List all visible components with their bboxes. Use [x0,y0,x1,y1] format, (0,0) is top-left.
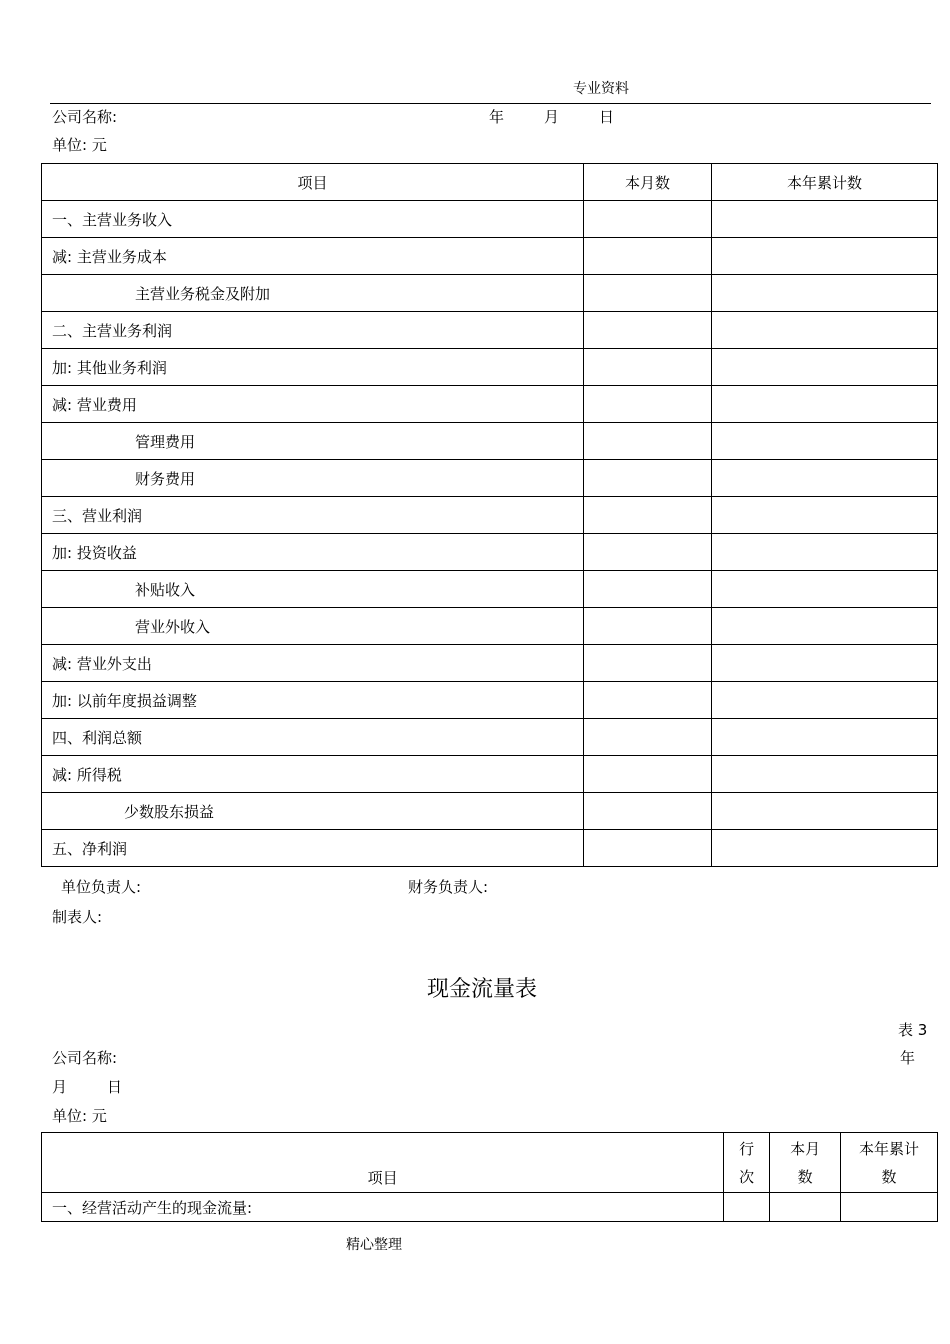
row-label: 二、主营业务利润 [42,312,584,349]
table-row [42,682,938,719]
column-header-month [770,1133,841,1193]
table-row [42,1193,938,1222]
column-header-month: 本月数 [584,164,712,201]
row-label: 五、净利润 [42,830,584,867]
month-cell[interactable] [584,238,712,275]
row-label: 减: 所得税 [42,756,584,793]
ytd-cell[interactable] [712,756,938,793]
row-label: 补贴收入 [42,571,584,608]
ytd-cell[interactable] [841,1193,938,1222]
ytd-cell[interactable] [712,645,938,682]
finance-head-label: 财务负责人: [408,878,489,896]
cashflow-date-year-label: 年 [900,1049,916,1067]
month-cell[interactable] [584,534,712,571]
cashflow-table [41,1132,938,1222]
column-header-ytd [841,1133,938,1193]
column-header-row-no [724,1133,770,1193]
table-row [42,571,938,608]
month-cell[interactable] [584,423,712,460]
row-label: 减: 主营业务成本 [42,238,584,275]
footer-note: 精心整理 [346,1237,402,1253]
table-header-row [42,164,938,201]
column-header-item: 项目 [42,164,584,201]
month-cell[interactable] [584,645,712,682]
table-row [42,238,938,275]
preparer-label: 制表人: [52,908,103,926]
ytd-cell[interactable] [712,386,938,423]
row-label: 三、营业利润 [42,497,584,534]
row-label: 主营业务税金及附加 [42,275,584,312]
company-name-label: 公司名称: [52,108,118,126]
cashflow-date-month-label: 月 [52,1078,68,1096]
table-row [42,756,938,793]
table-number: 表 3 [898,1021,928,1039]
month-cell[interactable] [584,793,712,830]
cashflow-date-day-label: 日 [107,1078,123,1096]
column-header-ytd: 本年累计数 [712,164,938,201]
ytd-cell[interactable] [712,534,938,571]
month-cell[interactable] [584,275,712,312]
ytd-cell[interactable] [712,608,938,645]
column-header-ytd-line2: 数 [881,1167,897,1186]
month-cell[interactable] [584,571,712,608]
header-note: 专业资料 [573,81,629,97]
cashflow-company-name-label: 公司名称: [52,1049,118,1067]
row-label: 一、主营业务收入 [42,201,584,238]
month-cell[interactable] [584,312,712,349]
month-cell[interactable] [584,719,712,756]
row-label: 少数股东损益 [42,793,584,830]
table-row [42,460,938,497]
ytd-cell[interactable] [712,830,938,867]
date-day-label: 日 [599,108,615,126]
month-cell[interactable] [770,1193,841,1222]
ytd-cell[interactable] [712,201,938,238]
table-row [42,423,938,460]
row-label: 加: 其他业务利润 [42,349,584,386]
table-header-row [42,1133,938,1193]
column-header-item: 项目 [42,1133,724,1193]
ytd-cell[interactable] [712,312,938,349]
month-cell[interactable] [584,756,712,793]
column-header-month-line2: 数 [797,1167,813,1186]
table-row [42,349,938,386]
unit-head-label: 单位负责人: [61,878,142,896]
column-header-row-no-line1: 行 [739,1139,755,1158]
unit-label: 单位: 元 [52,136,107,154]
month-cell[interactable] [584,460,712,497]
ytd-cell[interactable] [712,349,938,386]
header-rule [50,103,931,104]
table-row [42,312,938,349]
table-row [42,534,938,571]
table-row [42,497,938,534]
month-cell[interactable] [584,497,712,534]
month-cell[interactable] [584,349,712,386]
month-cell[interactable] [584,608,712,645]
row-label: 管理费用 [42,423,584,460]
ytd-cell[interactable] [712,460,938,497]
ytd-cell[interactable] [712,571,938,608]
table-row [42,719,938,756]
row-label: 财务费用 [42,460,584,497]
table-row [42,645,938,682]
date-month-label: 月 [544,108,560,126]
cashflow-title: 现金流量表 [427,977,538,1002]
row-label: 减: 营业费用 [42,386,584,423]
column-header-month-line1: 本月 [790,1139,821,1158]
ytd-cell[interactable] [712,793,938,830]
month-cell[interactable] [584,386,712,423]
row-label: 四、利润总额 [42,719,584,756]
ytd-cell[interactable] [712,423,938,460]
row-label: 营业外收入 [42,608,584,645]
row-label: 加: 投资收益 [42,534,584,571]
month-cell[interactable] [584,201,712,238]
column-header-ytd-line1: 本年累计 [859,1139,920,1158]
row-label: 一、经营活动产生的现金流量: [42,1193,724,1222]
ytd-cell[interactable] [712,682,938,719]
row-label: 减: 营业外支出 [42,645,584,682]
ytd-cell[interactable] [712,719,938,756]
ytd-cell[interactable] [712,275,938,312]
table-row [42,275,938,312]
ytd-cell[interactable] [712,497,938,534]
row-label: 加: 以前年度损益调整 [42,682,584,719]
table-row [42,830,938,867]
row-no-cell[interactable] [724,1193,770,1222]
column-header-row-no-line2: 次 [739,1167,755,1186]
month-cell[interactable] [584,830,712,867]
table-row [42,608,938,645]
month-cell[interactable] [584,682,712,719]
table-row [42,201,938,238]
cashflow-unit-label: 单位: 元 [52,1107,107,1125]
table-row [42,793,938,830]
table-row [42,386,938,423]
ytd-cell[interactable] [712,238,938,275]
income-statement-table [41,163,938,867]
date-year-label: 年 [489,108,505,126]
